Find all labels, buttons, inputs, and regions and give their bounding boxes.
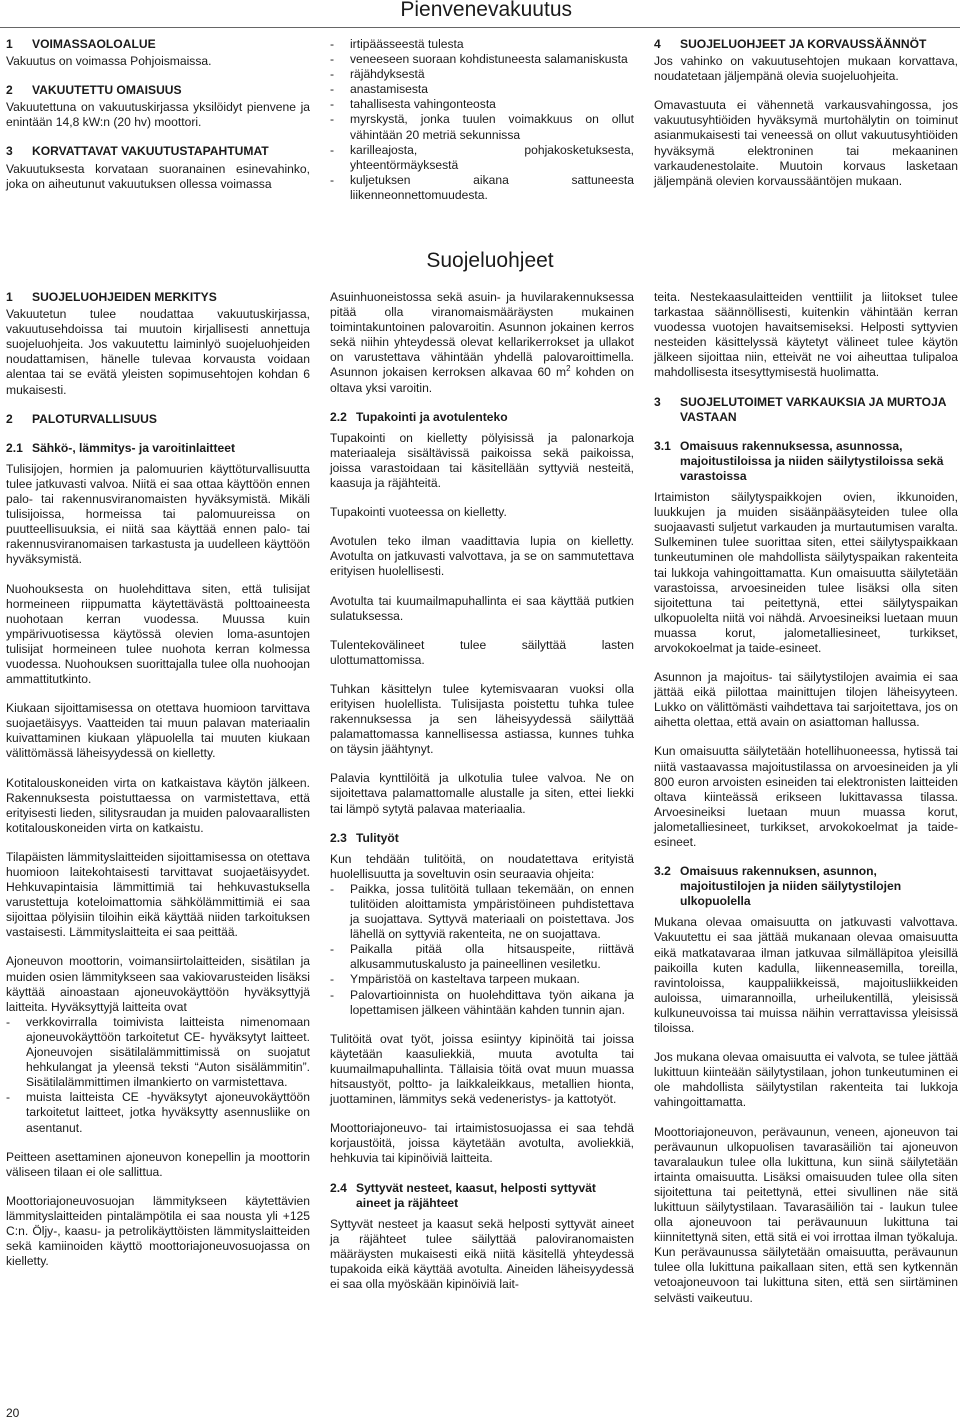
paragraph: Kiukaan sijoittamisessa on otettava huomioon tarvittava suojaetäisyys. Vaatteiden tai muun palavan materiaalin kuivattaminen kiukaan yläpuolella tai muuten kiukaan välittömässä läheisyydessä on kielletty. (6, 701, 310, 761)
paragraph: Irtaimiston säilytyspaikkojen ovien, ikkunoiden, luukkujen ja muiden sisäänpääsyteiden tulee olla suojaavasti suljetut varkauden ja murtautumisen varalta. Sulkeminen tulee suorittaa siten, ettei säilytyspaikkaan tunkeutuminen ole mahdollista säilytyspaikan rakenteita tai lukkoja vahingoittamatta. Kun omaisuutta säilytetään varastoissa, arvoesineiden tulee lisäksi olla siten sijoitettuna tai peitettynä, ettei säilytyspaikan ulkopuolelta niitä voi nähdä. Arvoesineiksi luetaan muun muassa korut, jalometalliesineet, turkikset, arvokokoelmat ja taide-esineet. (654, 490, 958, 655)
section-heading: 1 SUOJELUOHJEIDEN MERKITYS (6, 290, 217, 304)
paragraph: Vakuutus on voimassa Pohjoismaissa. (6, 54, 212, 69)
subsection-heading: 2.3 Tulityöt (330, 830, 399, 845)
section-heading: 3 KORVATTAVAT VAKUUTUSTAPAHTUMAT (6, 144, 269, 159)
paragraph: Ajoneuvon moottorin, voimansiirtolaitteiden, sisätilan ja muiden osien lämmitykseen saa vakiovarusteiden lisäksi käyttää ainoastaan ajoneuvokäyttöön hyväksyttyjä laitteita. Hyväksyttyjä laitteita ovat (6, 954, 310, 1014)
column-2 (330, 290, 634, 1306)
top-right-column (654, 37, 958, 203)
paragraph: Asuinhuoneistossa sekä asuin- ja huvilarakennuksessa pitää olla viranomaismääräysten mukainen toimintakuntoinen palovaroitin. Asunnon jokainen kerros sekä niihin yhteydessä olevat kellarikerrokset ja ullakot on varustettava vähintään yhdellä palovaroittimella. Asunnon jokaisen kerroksen alkavaa 60 $m^2$ kohden on oltava yksi varoitin. (330, 290, 634, 395)
list-item: - verkkovirralla toimivista laitteista nimenomaan ajoneuvokäyttöön tarkoitetut CE- hyväksytyt laitteet. Ajoneuvojen sisätilalämmittimissä on suojatut hehkulangat ja yleensä teksti “Auton sisälämmitin”. Sisätilalämmittimen ilmankierto on varmistettava. (6, 1015, 310, 1090)
paragraph: Jos mukana olevaa omaisuutta ei valvota, se tulee jättää lukittuun kiinteään säilytystilaan, johon tunkeutuminen ei ole mahdollista säilytystilan rakenteita tai lukkoja vahingoittamatta. (654, 1050, 958, 1110)
header-title: Pienvenevakuutus (400, 0, 572, 21)
top-left-column (6, 37, 310, 206)
paragraph: Moottoriajoneuvon, perävaunun, veneen, ajoneuvon tai perävaunun ulkopuolisen tavarasäiliön tai ajoneuvon tavaralaukun tulee olla lukittuna, kun siinä säilytetään irtainta omaisuutta. Lisäksi omaisuuden tulee olla siten sijoitettuna tai peitettynä, ettei sivullinen näe sitä lukittuun säilytystilaan. Tavarasäiliön tai - laukun tulee olla ajoneuvoon tai perävaunuun lukittuna tai kiinnitettynä siten, että sitä ei voi irrottaa ilman työkaluja. Kun perävaunussa säilytetään omaisuutta, perävaunun tulee olla lukittuna paikallaan siten, että sen kytkennän vetoajoneuvoon tai lukittuna siten, että sen siirtäminen selvästi vaikeutuu. (654, 1124, 958, 1305)
paragraph: Jos vahinko on vakuutusehtojen mukaan korvattava, noudatetaan jäljempänä olevia suojeluohjeita. (654, 54, 958, 84)
subsection-heading: 2.1 Sähkö-, lämmitys- ja varoitinlaitteet (6, 440, 235, 455)
paragraph: Vakuutuksesta korvataan suoranainen esinevahinko, joka on aiheutunut vakuutuksen ollessa voimassa (6, 161, 310, 191)
list-item: - anastamisesta (330, 82, 634, 97)
paragraph: Tilapäisten lämmityslaitteiden sijoittamisessa on otettava huomioon laitekohtaisesti tarvittavat suojaetäisyydet. Hehkuvapintaisia lämmittimiä tai hehkuvastuksella varustettuja koteloimattomia sähkölämmittimiä ei saa sijoittaa pölyisiin tiloihin eikä käyttää niiden tarkoituksen vastaisesti. Lämmityslaitteita ei saa peittää. (6, 849, 310, 940)
paragraph: Moottoriajoneuvo- tai irtaimistosuojassa ei saa tehdä korjaustöitä, joissa käytetään avotulta, avoliekkiä, hehkuvia tai kipinöiviä laitteita. (330, 1121, 634, 1166)
approved-devices-list (6, 1015, 310, 1136)
paragraph: Asunnon ja majoitus- tai säilytystilojen avaimia ei saa jättää eikä piilottaa mainittujen tilojen läheisyyteen. Lukko on välittömästi vaihdettava tai sarjoitettava, jos on aihetta olettaa, että avain on asiattoman hallussa. (654, 670, 958, 730)
list-item: - Ympäristöä on kasteltava tarpeen mukaan. (330, 972, 634, 987)
paragraph: Kun omaisuutta säilytetään hotellihuoneessa, hytissä tai niitä vastaavassa majoitustilassa on arvoesineiden ja yli 800 euron arvoisten esineiden tai elektronisten laitteiden oltava kiinteässä erikseen lukittavassa tilassa. Arvoesineiksi luetaan muun muassa korut, jalometalliesineet, turkikset, arvokokoelmat ja taide-esineet. (654, 744, 958, 849)
section-title: Suojeluohjeet (426, 249, 554, 272)
list-item: - myrskystä, jonka tuulen voimakkuus on ollut vähintään 20 metriä sekunnissa (330, 112, 634, 142)
section-heading: 2 PALOTURVALLISUUS (6, 411, 157, 426)
section-heading: 1 VOIMASSAOLOALUE (6, 37, 156, 51)
paragraph: Avotulta tai kuumailmapuhallinta ei saa käyttää putkien sulatuksessa. (330, 593, 634, 623)
covered-events-list (330, 37, 634, 203)
hot-work-list (330, 882, 634, 1018)
section-heading: 3 SUOJELUTOIMET VARKAUKSIA JA MURTOJA VASTAAN (654, 394, 947, 424)
list-item: - räjähdyksestä (330, 67, 634, 82)
paragraph: Avotulen teko ilman vaadittavia lupia on kielletty. Avotulta on jatkuvasti valvottava, ja se on sammutettava erityisen huolellisesti. (330, 534, 634, 579)
page-number: 20 (6, 1406, 20, 1420)
paragraph: Nuohouksesta on huolehdittava siten, että tulisijat hormeineen riippumatta käytettävästä polttoaineesta nuohotaan kerran vuodessa. Muussa kuin ympärivuotisessa käytössä olevien loma-asuntojen tulisijat hormeineen tulee nuohota kerran kolmessa vuodessa. Nuohouksen suorittajalla tulee olla nuohoojan ammattitutkinto. (6, 581, 310, 687)
paragraph: Moottoriajoneuvosuojan lämmitykseen käytettävien lämmityslaitteiden pintalämpötila ei saa nousta yli +125 C:n. Öljy-, kaasu- ja petrolikäyttöisten lämmityslaitteiden sekä kamiinoiden käyttö moottoriajoneuvosuojassa on kielletty. (6, 1193, 310, 1269)
section-heading: 2 VAKUUTETTU OMAISUUS (6, 83, 182, 98)
list-item: - Palovartioinnista on huolehdittava työn aikana ja lopettamisen jälkeen vähintään kahden tunnin ajan. (330, 988, 634, 1018)
list-item: - muista laitteista CE -hyväksytyt ajoneuvokäyttöön tarkoitetut laitteet, jotka hyväksytty asennusliike on asentanut. (6, 1090, 310, 1135)
paragraph: Syttyvät nesteet ja kaasut sekä helposti syttyvät aineet ja räjähteet tulee säilyttää paloviranomaisten määräysten mukaisesti eikä niitä käsitellä yhteydessä tupakoida eikä käyttää avotulta. Aineiden läheisyydessä ei saa olla myöskään kipinöiviä lait- (330, 1216, 634, 1292)
subsection-heading: 2.2 Tupakointi ja avotulenteko (330, 409, 508, 424)
paragraph: Peitteen asettaminen ajoneuvon konepellin ja moottorin väliseen tilaan ei ole sallittua. (6, 1149, 310, 1179)
list-item: - kuljetuksen aikana sattuneesta liikenneonnettomuudesta. (330, 173, 634, 203)
paragraph: Tulisijojen, hormien ja palomuurien käyttöturvallisuutta tulee jatkuvasti valvoa. Niitä ei saa ottaa käyttöön ennen palo- tai rakennusviranomaisten hyväksymistä. Mikäli tulisijoissa, hormeissa tai palomuureissa on puutteellisuuksia, ei niitä saa käyttää ennen palo- tai rakennusviranomaisen tarkastusta ja uudelleen käyttöön hyväksymistä. (6, 461, 310, 567)
paragraph: Tuhkan käsittelyn tulee kytemisvaaran vuoksi olla erityisen huolellista. Tulisijasta poistettu tuhka tulee rakennuksessa ja sen läheisyydessä säilyttää palamattomassa kannellisessa astiassa, kunnes tuhka on täysin jäähtynyt. (330, 681, 634, 757)
paragraph: Tupakointi on kielletty pölyisissä ja palonarkoja materiaaleja sisältävissä paikoissa sekä paikoissa, joissa varastoidaan tai käsitellään syttyviä nesteitä, kaasuja ja räjähteitä. (330, 430, 634, 491)
column-3 (654, 290, 958, 1320)
paragraph: Kotitalouskoneiden virta on katkaistava käytön jälkeen. Rakennuksesta poistuttaessa on varmistettava, että erityisesti lieden, silitysraudan ja muiden palovaarallisten kotitalouskoneiden virta on katkaistu. (6, 775, 310, 835)
list-item: - veneeseen suoraan kohdistuneesta salamaniskusta (330, 52, 634, 67)
paragraph: Tupakointi vuoteessa on kielletty. (330, 505, 507, 520)
page-header (0, 0, 960, 28)
list-item: - Paikka, jossa tulitöitä tullaan tekemään, on ennen tulitöiden aloittamista ympäristöineen puhdistettava ja suojattava. Syttyvä materiaali on poistettava. Jos lähellä on syttyviä rakenteita, ne on suojattava. (330, 882, 634, 942)
list-item: - Paikalla pitää olla hitsauspeite, riittävä alkusammutuskalusto ja paineellinen vesiletku. (330, 942, 634, 972)
top-middle-column (330, 37, 634, 217)
list-item: - karilleajosta, pohjakosketuksesta, yhteentörmäyksestä (330, 143, 634, 173)
subsection-heading: 3.1 Omaisuus rakennuksessa, asunnossa, majoitustiloissa ja niiden säilytystiloissa sekä varastoissa (654, 438, 944, 483)
paragraph: teita. Nestekaasulaitteiden venttiilit ja liitokset tulee tarkastaa säännöllisesti, kuitenkin vähintään kerran vuodessa vuotojen havaitsemiseksi. Helposti syttyvien nesteiden käsittelyssä käytetyt välineet tulee käytön jälkeen sijoittaa niin, etteivät ne voi aiheuttaa tulipaloa mahdollisesta itsesyttymisestä huolimatta. (654, 290, 958, 380)
list-item: - irtipäässeestä tulesta (330, 37, 634, 52)
subsection-heading: 2.4 Syttyvät nesteet, kaasut, helposti syttyvät aineet ja räjähteet (330, 1180, 596, 1210)
list-item: - tahallisesta vahingonteosta (330, 97, 634, 112)
paragraph: Tulitöitä ovat työt, joissa esiintyy kipinöitä tai joissa käytetään kaasuliekkiä, muuta avotulta tai kuumailmapuhallinta. Tällaisia töitä ovat muun muassa hitsaustyöt, poltto- ja laikkaleikkaus, metallien hionta, juottaminen, lämmitys sekä vedeneristys- ja kattotyöt. (330, 1031, 634, 1107)
section-heading: 4 SUOJELUOHJEET JA KORVAUSSÄÄNNÖT (654, 37, 927, 51)
paragraph: Vakuutetun tulee noudattaa vakuutuskirjassa, vakuutusehdoissa tai muutoin kirjallisesti annettuja suojeluohjeita. Jos vakuutettu laiminlyö suojeluohjeiden noudattamisen, hänelle tulevaa korvausta voidaan alentaa tai se evätä yleisten sopimusehtojen kohdan 6 mukaisesti. (6, 307, 310, 397)
subsection-heading: 3.2 Omaisuus rakennuksen, asunnon, majoitustilojen ja niiden säilytystilojen ulkopuolella (654, 864, 902, 909)
paragraph: Vakuutettuna on vakuutuskirjassa yksilöidyt pienvene ja enintään 14,8 kW:n (20 hv) moottori. (6, 100, 310, 130)
paragraph: Mukana olevaa omaisuutta on jatkuvasti valvottava. Vakuutettu ei saa jättää mukanaan olevaa omaisuutta eikä matkatavaraa ilman jatkuvaa silmälläpitoa yleisillä paikoilla kuten kadulla, liikenneasemilla, toreilla, ravintoloissa, kauppaliikkeissä, majoitusliikkeiden auloissa, uimarannoilla, urheilukentillä, yleisissä kulkuneuvoissa tai muissa näihin verrattavissa yleisissä tiloissa. (654, 915, 958, 1036)
paragraph: Tulentekovälineet tulee säilyttää lasten ulottumattomissa. (330, 637, 634, 667)
paragraph: Palavia kynttilöitä ja ulkotulia tulee valvoa. Ne on sijoitettava palamattomalle alustalle ja siten, ettei liekki tai lämpö sytytä palavaa materiaalia. (330, 771, 634, 816)
column-1 (6, 290, 310, 1283)
paragraph: Omavastuuta ei vähennetä varkausvahingossa, jos vakuutusyhtiöiden hyväksymä murtohälytin on toiminut asianmukaisesti tai veneessä on ollut vakuutusyhtiöiden hyväksymä elektroninen tai mekaaninen varkaudenestolaite. Muutoin korvaus lasketaan jäljempänä olevien korvaussääntöjen mukaan. (654, 98, 958, 188)
paragraph: Kun tehdään tulitöitä, on noudatettava erityistä huolellisuutta ja soveltuvin osin seuraavia ohjeita: (330, 851, 634, 881)
